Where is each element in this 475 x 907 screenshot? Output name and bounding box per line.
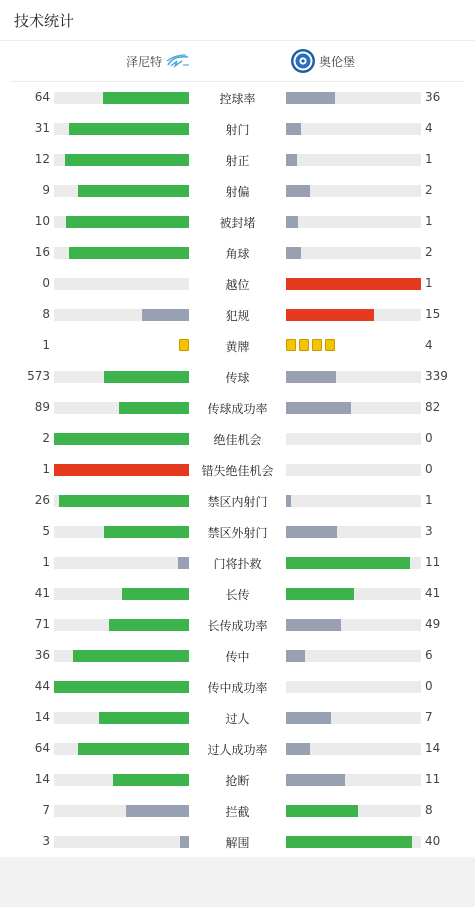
home-bar-fill <box>99 712 189 724</box>
home-stat-value: 5 <box>42 524 50 538</box>
home-stat-value: 14 <box>34 710 50 724</box>
away-stat-value: 2 <box>425 183 433 197</box>
stat-label: 抢断 <box>225 774 250 788</box>
stat-row <box>0 764 475 795</box>
home-stat-value: 12 <box>34 152 50 166</box>
stat-row <box>0 330 475 361</box>
away-bar-fill <box>286 588 354 600</box>
home-team[interactable] <box>126 48 191 74</box>
home-bar-fill <box>119 402 189 414</box>
stat-row <box>0 640 475 671</box>
away-stat-value: 0 <box>425 431 433 445</box>
stat-row <box>0 392 475 423</box>
home-stat-value: 1 <box>42 462 50 476</box>
away-bar-track <box>286 247 421 259</box>
stat-row <box>0 113 475 144</box>
zenit-logo-icon <box>165 52 191 70</box>
stat-label: 越位 <box>225 278 250 292</box>
stat-label: 传中 <box>225 650 250 664</box>
home-stat-value: 14 <box>34 772 50 786</box>
stat-label: 黄牌 <box>225 340 250 354</box>
stat-row <box>0 609 475 640</box>
stat-label: 射门 <box>225 123 250 137</box>
home-bar-fill <box>69 123 189 135</box>
stat-label: 传球 <box>225 371 250 385</box>
yellow-card-icon <box>325 339 335 351</box>
home-bar-track <box>54 433 189 445</box>
home-stat-value: 2 <box>42 431 50 445</box>
home-bar-track <box>54 464 189 476</box>
away-stat-value: 6 <box>425 648 433 662</box>
stat-row <box>0 175 475 206</box>
away-stat-value: 1 <box>425 276 433 290</box>
away-stat-value: 4 <box>425 338 433 352</box>
away-bar-fill <box>286 619 341 631</box>
stat-row <box>0 361 475 392</box>
home-bar-fill <box>103 92 189 104</box>
away-bar-track <box>286 371 421 383</box>
away-stat-value: 41 <box>425 586 441 600</box>
stat-row <box>0 547 475 578</box>
away-stat-value: 1 <box>425 493 433 507</box>
home-bar-fill <box>65 154 189 166</box>
home-bar-track <box>54 371 189 383</box>
home-bar-fill <box>54 433 189 445</box>
home-bar-track <box>54 743 189 755</box>
away-team[interactable] <box>290 48 355 74</box>
home-bar-fill <box>54 681 189 693</box>
stat-label: 长传成功率 <box>207 619 268 633</box>
home-stat-value: 64 <box>34 741 50 755</box>
home-stat-value: 7 <box>42 803 50 817</box>
away-stat-value: 11 <box>425 772 441 786</box>
stat-label: 拦截 <box>225 805 250 819</box>
away-bar-track <box>286 805 421 817</box>
stat-label: 过人 <box>225 712 250 726</box>
away-team-name: 奥伦堡 <box>319 54 356 69</box>
stat-label: 长传 <box>225 588 250 602</box>
home-stat-value: 64 <box>34 90 50 104</box>
away-bar-track <box>286 123 421 135</box>
stat-row <box>0 826 475 857</box>
home-stat-value: 71 <box>34 617 50 631</box>
orenburg-logo-icon <box>290 48 316 74</box>
away-bar-track <box>286 712 421 724</box>
home-bar-track <box>54 278 189 290</box>
stat-label: 传球成功率 <box>207 402 268 416</box>
home-bar-track <box>54 123 189 135</box>
home-bar-track <box>54 526 189 538</box>
home-bar-track <box>54 712 189 724</box>
stat-row <box>0 578 475 609</box>
away-bar-fill <box>286 123 301 135</box>
away-bar-track <box>286 92 421 104</box>
stat-row <box>0 237 475 268</box>
home-team-name: 泽尼特 <box>126 54 163 69</box>
away-bar-track <box>286 588 421 600</box>
away-bar-track <box>286 464 421 476</box>
home-bar-fill <box>104 526 189 538</box>
away-bar-track <box>286 495 421 507</box>
yellow-card-icon <box>286 339 296 351</box>
away-stat-value: 0 <box>425 462 433 476</box>
home-bar-fill <box>113 774 189 786</box>
stat-row <box>0 299 475 330</box>
away-bar-track <box>286 619 421 631</box>
away-stat-value: 1 <box>425 152 433 166</box>
stat-label: 过人成功率 <box>207 743 268 757</box>
stat-row <box>0 454 475 485</box>
home-stat-value: 16 <box>34 245 50 259</box>
away-stat-value: 1 <box>425 214 433 228</box>
page-title: 技术统计 <box>14 12 75 30</box>
home-stat-value: 573 <box>27 369 50 383</box>
home-stat-value: 41 <box>34 586 50 600</box>
yellow-card-icon <box>299 339 309 351</box>
stat-label: 绝佳机会 <box>213 433 262 447</box>
away-stat-value: 2 <box>425 245 433 259</box>
away-bar-fill <box>286 154 297 166</box>
home-stat-value: 10 <box>34 214 50 228</box>
yellow-card-icon <box>179 339 189 351</box>
stat-label: 射偏 <box>225 185 250 199</box>
away-bar-track <box>286 681 421 693</box>
home-bar-track <box>54 216 189 228</box>
stat-label: 犯规 <box>225 309 250 323</box>
away-stat-value: 14 <box>425 741 441 755</box>
home-stat-value: 26 <box>34 493 50 507</box>
away-bar-fill <box>286 402 351 414</box>
home-bar-fill <box>78 185 189 197</box>
home-bar-track <box>54 650 189 662</box>
home-bar-track <box>54 154 189 166</box>
stat-row <box>0 423 475 454</box>
stat-label: 射正 <box>225 154 250 168</box>
away-stat-value: 82 <box>425 400 441 414</box>
stat-label: 被封堵 <box>219 216 256 230</box>
home-bar-fill <box>178 557 189 569</box>
divider <box>0 40 475 41</box>
home-stat-value: 3 <box>42 834 50 848</box>
home-stat-value: 0 <box>42 276 50 290</box>
home-bar-track <box>54 247 189 259</box>
away-stat-value: 7 <box>425 710 433 724</box>
home-bar-track <box>54 805 189 817</box>
home-stat-value: 44 <box>34 679 50 693</box>
stat-label: 解围 <box>225 836 250 850</box>
home-bar-track <box>54 495 189 507</box>
away-bar-track <box>286 154 421 166</box>
stats-list <box>0 82 475 857</box>
away-bar-fill <box>286 247 301 259</box>
home-bar-fill <box>180 836 189 848</box>
away-bar-fill <box>286 92 335 104</box>
home-bar-track <box>54 402 189 414</box>
away-stat-value: 339 <box>425 369 448 383</box>
home-bar-fill <box>66 216 189 228</box>
home-bar-track <box>54 836 189 848</box>
home-bar-fill <box>104 371 189 383</box>
away-bar-fill <box>286 712 331 724</box>
away-stat-value: 4 <box>425 121 433 135</box>
home-bar-fill <box>78 743 189 755</box>
away-yellow-cards <box>286 339 335 351</box>
away-bar-track <box>286 650 421 662</box>
home-stat-value: 89 <box>34 400 50 414</box>
away-bar-track <box>286 185 421 197</box>
home-bar-fill <box>54 464 189 476</box>
stat-row <box>0 82 475 113</box>
away-bar-fill <box>286 526 337 538</box>
stat-row <box>0 733 475 764</box>
away-bar-fill <box>286 495 291 507</box>
stat-row <box>0 516 475 547</box>
away-bar-fill <box>286 836 412 848</box>
home-stat-value: 1 <box>42 338 50 352</box>
home-bar-track <box>54 588 189 600</box>
away-bar-track <box>286 743 421 755</box>
away-stat-value: 11 <box>425 555 441 569</box>
away-bar-fill <box>286 743 310 755</box>
stat-row <box>0 671 475 702</box>
home-bar-fill <box>126 805 189 817</box>
stat-row <box>0 206 475 237</box>
away-bar-track <box>286 216 421 228</box>
home-stat-value: 1 <box>42 555 50 569</box>
away-bar-track <box>286 433 421 445</box>
home-bar-fill <box>69 247 189 259</box>
stat-label: 控球率 <box>219 92 256 106</box>
stat-label: 门将扑救 <box>213 557 262 571</box>
away-bar-fill <box>286 371 336 383</box>
away-bar-track <box>286 557 421 569</box>
away-bar-fill <box>286 557 410 569</box>
away-stat-value: 0 <box>425 679 433 693</box>
home-stat-value: 9 <box>42 183 50 197</box>
away-bar-track <box>286 402 421 414</box>
away-stat-value: 40 <box>425 834 441 848</box>
stat-label: 传中成功率 <box>207 681 268 695</box>
away-bar-fill <box>286 309 374 321</box>
home-bar-track <box>54 681 189 693</box>
home-bar-track <box>54 92 189 104</box>
away-stat-value: 49 <box>425 617 441 631</box>
home-stat-value: 8 <box>42 307 50 321</box>
home-bar-fill <box>109 619 189 631</box>
away-bar-fill <box>286 805 358 817</box>
away-bar-fill <box>286 650 305 662</box>
stat-row <box>0 795 475 826</box>
stat-row <box>0 144 475 175</box>
home-stat-value: 36 <box>34 648 50 662</box>
home-yellow-cards <box>179 339 189 351</box>
away-stat-value: 8 <box>425 803 433 817</box>
away-bar-fill <box>286 216 298 228</box>
away-bar-track <box>286 309 421 321</box>
home-bar-fill <box>122 588 190 600</box>
yellow-card-icon <box>312 339 322 351</box>
away-stat-value: 3 <box>425 524 433 538</box>
away-bar-fill <box>286 185 310 197</box>
home-bar-fill <box>73 650 189 662</box>
stat-row <box>0 485 475 516</box>
stat-row <box>0 268 475 299</box>
away-stat-value: 15 <box>425 307 441 321</box>
home-bar-track <box>54 557 189 569</box>
home-bar-track <box>54 774 189 786</box>
stat-label: 角球 <box>225 247 250 261</box>
away-bar-fill <box>286 278 421 290</box>
home-bar-track <box>54 309 189 321</box>
away-stat-value: 36 <box>425 90 441 104</box>
away-bar-track <box>286 526 421 538</box>
stat-row <box>0 702 475 733</box>
home-bar-fill <box>142 309 189 321</box>
stat-label: 错失绝佳机会 <box>201 464 274 478</box>
away-bar-fill <box>286 774 345 786</box>
away-bar-track <box>286 774 421 786</box>
home-bar-track <box>54 185 189 197</box>
stat-label: 禁区外射门 <box>207 526 268 540</box>
home-stat-value: 31 <box>34 121 50 135</box>
home-bar-fill <box>59 495 189 507</box>
away-bar-track <box>286 278 421 290</box>
home-bar-track <box>54 619 189 631</box>
away-bar-track <box>286 836 421 848</box>
stat-label: 禁区内射门 <box>207 495 268 509</box>
